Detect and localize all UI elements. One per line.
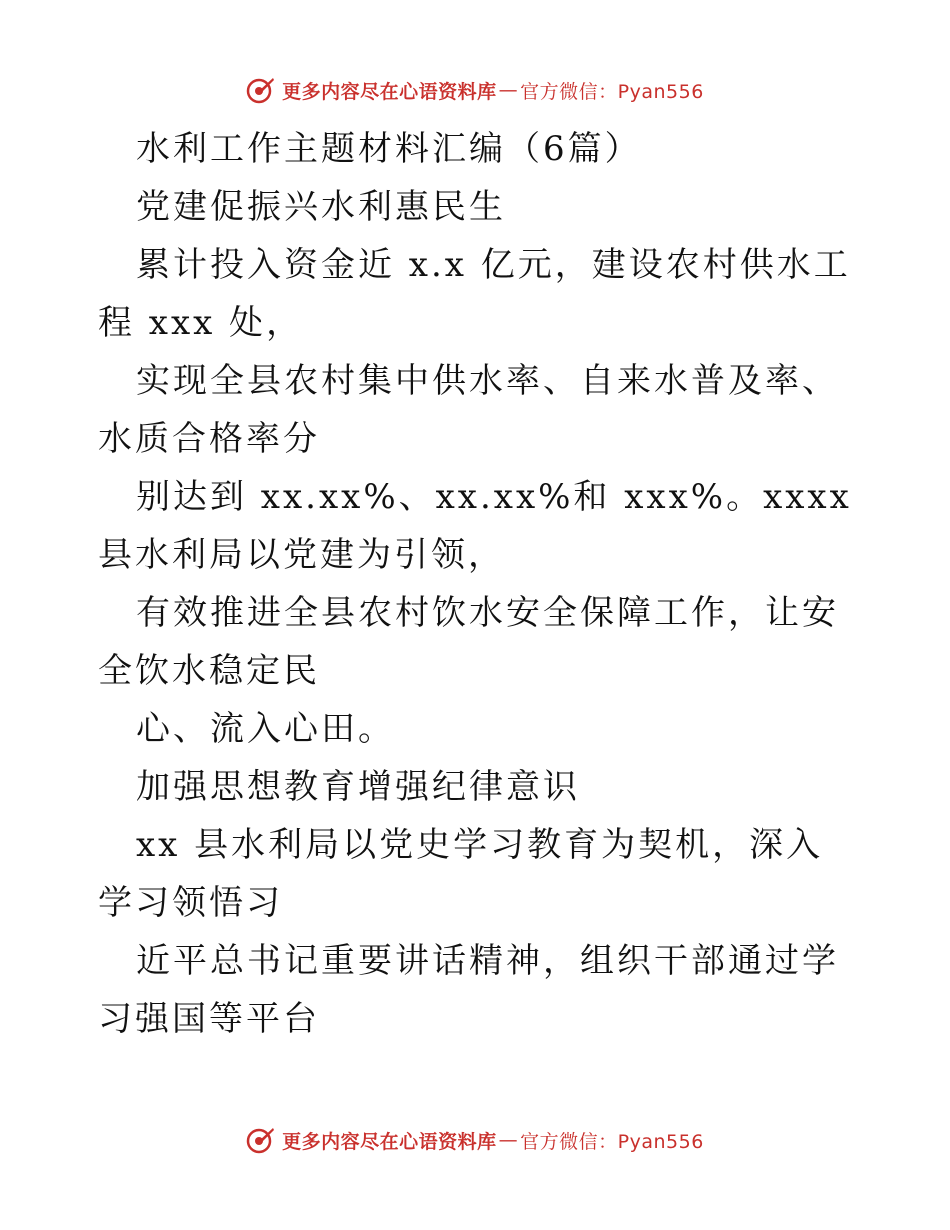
pen-logo-icon [246, 1125, 276, 1155]
watermark-dash: — [498, 1129, 519, 1151]
paragraph: 实现全县农村集中供水率、自来水普及率、水质合格率分 [98, 361, 839, 459]
paragraph: xx 县水利局以党史学习教育为契机，深入学习领悟习 [98, 825, 824, 923]
paragraph: 累计投入资金近 x.x 亿元，建设农村供水工程 xxx 处， [98, 245, 851, 343]
header-watermark [0, 70, 950, 110]
paragraph: 有效推进全县农村饮水安全保障工作，让安全饮水稳定民 [98, 593, 839, 691]
section-heading-2: 加强思想教育增强纪律意识 [136, 767, 580, 807]
doc-title: 水利工作主题材料汇编（6篇） [136, 129, 642, 169]
paragraph: 别达到 xx.xx%、xx.xx%和 xxx%。xxxx 县水利局以党建为引领， [98, 477, 852, 575]
document-body [98, 120, 858, 1048]
watermark-dash: — [498, 79, 519, 101]
watermark-site-text: 更多内容尽在心语资料库 [282, 1130, 497, 1153]
watermark-site-text: 更多内容尽在心语资料库 [282, 80, 497, 103]
pen-logo-icon [246, 75, 276, 105]
paragraph: 近平总书记重要讲话精神，组织干部通过学习强国等平台 [98, 941, 839, 1039]
watermark-wechat-text: 官方微信：Pyan556 [520, 80, 704, 103]
paragraph: 心、流入心田。 [136, 709, 395, 749]
watermark-wechat-text: 官方微信：Pyan556 [520, 1130, 704, 1153]
footer-watermark [0, 1120, 950, 1160]
section-heading-1: 党建促振兴水利惠民生 [136, 187, 506, 227]
